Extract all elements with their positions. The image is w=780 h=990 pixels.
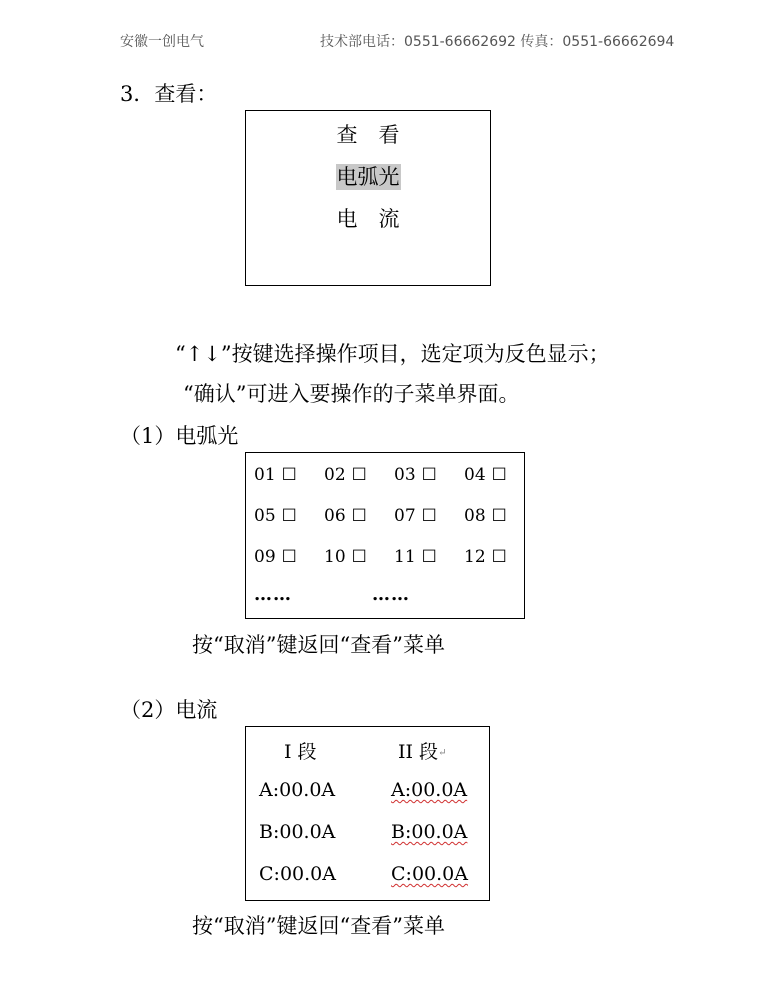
- arc-light-box: [245, 452, 525, 619]
- arc-cell: 11 ☐: [394, 547, 437, 567]
- arc-ellipsis-right: ……: [372, 584, 410, 605]
- arc-cell: 09 ☐: [254, 547, 297, 567]
- arc-cell: 06 ☐: [324, 506, 367, 526]
- current-col2-value: C:00.0A: [391, 863, 468, 885]
- arc-cell: 12 ☐: [464, 547, 507, 567]
- arc-cell: 05 ☐: [254, 506, 297, 526]
- arc-cell: 07 ☐: [394, 506, 437, 526]
- header-company: 安徽一创电气: [120, 34, 204, 50]
- section-title: 3．查看：: [120, 82, 218, 106]
- current-col2-value: A:00.0A: [391, 779, 468, 801]
- header-contact: 技术部电话：0551-66662692 传真：0551-66662694: [320, 34, 675, 50]
- view-menu-box: [245, 110, 491, 286]
- arc-cell: 04 ☐: [464, 465, 507, 485]
- current-col2-header: II 段↵: [398, 741, 447, 763]
- current-col1-value: C:00.0A: [259, 863, 336, 885]
- instruction-line-2: “确认”可进入要操作的子菜单界面。: [183, 382, 520, 406]
- arc-cell: 01 ☐: [254, 465, 297, 485]
- arc-cell: 02 ☐: [324, 465, 367, 485]
- current-heading: （2）电流: [120, 698, 218, 722]
- current-box: [245, 726, 490, 901]
- arc-cell: 03 ☐: [394, 465, 437, 485]
- arc-cell: 08 ☐: [464, 506, 507, 526]
- current-col2-value: B:00.0A: [391, 821, 468, 843]
- current-col1-value: A:00.0A: [259, 779, 336, 801]
- arc-light-note: 按“取消”键返回“查看”菜单: [192, 633, 445, 657]
- menu-item-current: 电 流: [336, 207, 400, 231]
- menu-item-arc-light: 电弧光: [336, 165, 400, 189]
- paragraph-mark-icon: ↵: [438, 747, 447, 759]
- current-col1-header: I 段: [284, 741, 317, 763]
- current-col1-value: B:00.0A: [259, 821, 336, 843]
- arc-light-heading: （1）电弧光: [120, 424, 239, 448]
- menu-item-view: 查 看: [336, 123, 400, 147]
- arc-cell: 10 ☐: [324, 547, 367, 567]
- current-note: 按“取消”键返回“查看”菜单: [192, 914, 445, 938]
- instruction-line-1: “↑↓”按键选择操作项目，选定项为反色显示；: [175, 342, 610, 366]
- arc-ellipsis-left: ……: [254, 584, 292, 605]
